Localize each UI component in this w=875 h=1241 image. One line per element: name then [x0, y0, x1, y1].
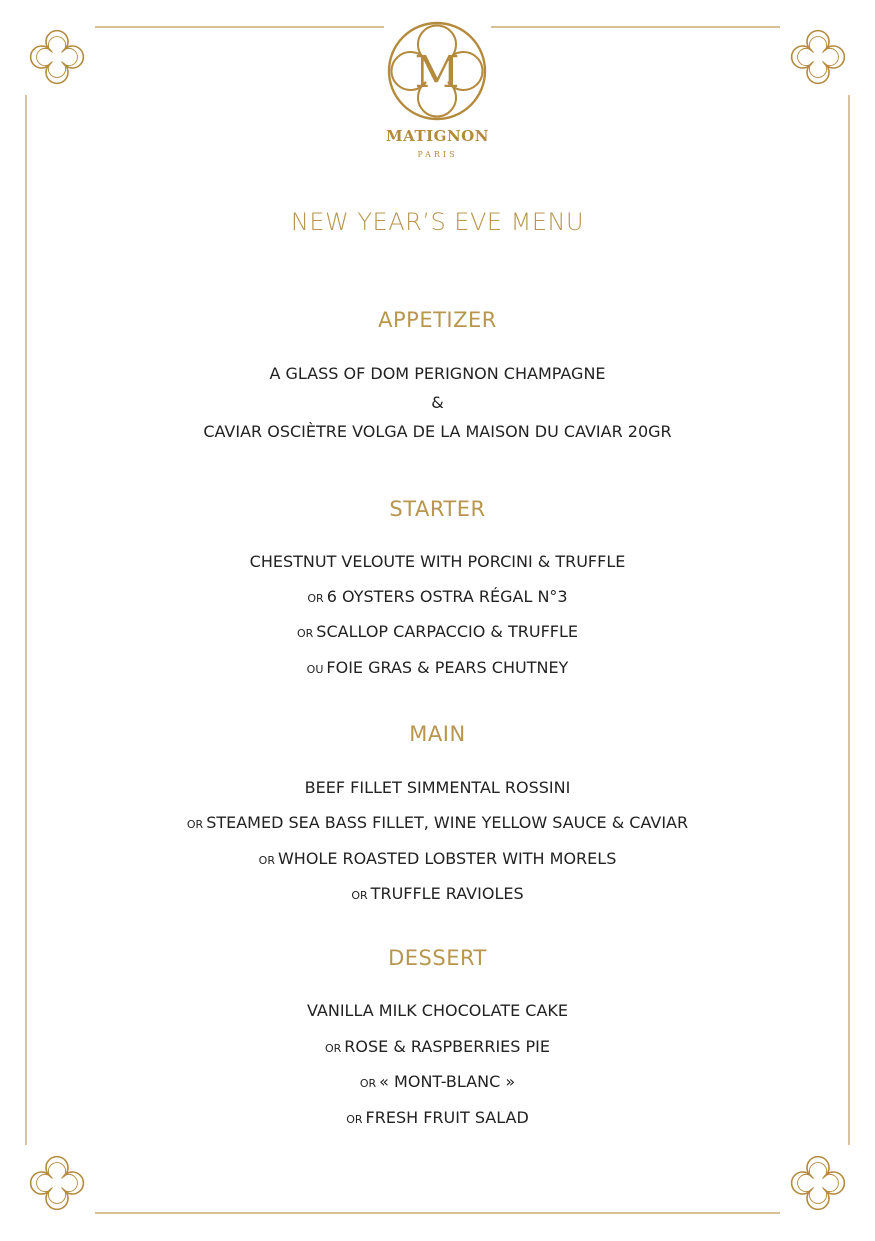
- or-prefix: OR: [307, 592, 324, 605]
- menu-item: OU FOIE GRAS & PEARS CHUTNEY: [306, 658, 569, 677]
- quatrefoil-corner-icon: [31, 31, 84, 84]
- menu-item: OR TRUFFLE RAVIOLES: [351, 884, 524, 903]
- section-heading-starter: STARTER: [389, 497, 486, 521]
- menu-item: A GLASS OF DOM PERIGNON CHAMPAGNE: [269, 364, 606, 383]
- menu-item: VANILLA MILK CHOCOLATE CAKE: [306, 1001, 569, 1020]
- or-prefix: OU: [306, 663, 324, 676]
- menu-item: &: [431, 393, 444, 412]
- quatrefoil-corner-icon: [792, 1157, 845, 1210]
- menu-item: OR 6 OYSTERS OSTRA RÉGAL N°3: [307, 587, 568, 606]
- brand-city: PARIS: [417, 150, 458, 159]
- menu-item: CHESTNUT VELOUTE WITH PORCINI & TRUFFLE: [249, 552, 626, 571]
- quatrefoil-corner-icon: [31, 1157, 84, 1210]
- section-heading-dessert: DESSERT: [388, 946, 487, 970]
- or-prefix: OR: [324, 1042, 342, 1055]
- or-prefix: OR: [359, 1077, 377, 1090]
- brand-name: MATIGNON: [386, 127, 489, 145]
- or-prefix: OR: [186, 818, 204, 831]
- or-prefix: OR: [351, 889, 368, 902]
- menu-item: BEEF FILLET SIMMENTAL ROSSINI: [304, 778, 571, 797]
- or-prefix: OR: [258, 854, 275, 867]
- menu-item: OR ROSE & RASPBERRIES PIE: [324, 1037, 551, 1056]
- quatrefoil-corner-icon: [792, 31, 845, 84]
- or-prefix: OR: [296, 627, 314, 640]
- menu-item: OR SCALLOP CARPACCIO & TRUFFLE: [296, 622, 579, 641]
- section-heading-main: MAIN: [409, 722, 466, 746]
- section-heading-appetizer: APPETIZER: [378, 308, 497, 332]
- or-prefix: OR: [346, 1113, 363, 1126]
- menu-item: OR STEAMED SEA BASS FILLET, WINE YELLOW SAUCE & CAVIAR: [186, 813, 689, 832]
- logo-letter: M: [414, 47, 460, 98]
- menu-item: OR WHOLE ROASTED LOBSTER WITH MORELS: [258, 849, 617, 868]
- menu-item: CAVIAR OSCIÈTRE VOLGA DE LA MAISON DU CAVIAR 20GR: [203, 422, 672, 441]
- menu-item: OR « MONT-BLANC »: [359, 1072, 516, 1091]
- menu-item: OR FRESH FRUIT SALAD: [346, 1108, 529, 1127]
- menu-title: NEW YEAR’S EVE MENU: [290, 208, 585, 236]
- quatrefoil-logo-icon: [387, 21, 487, 121]
